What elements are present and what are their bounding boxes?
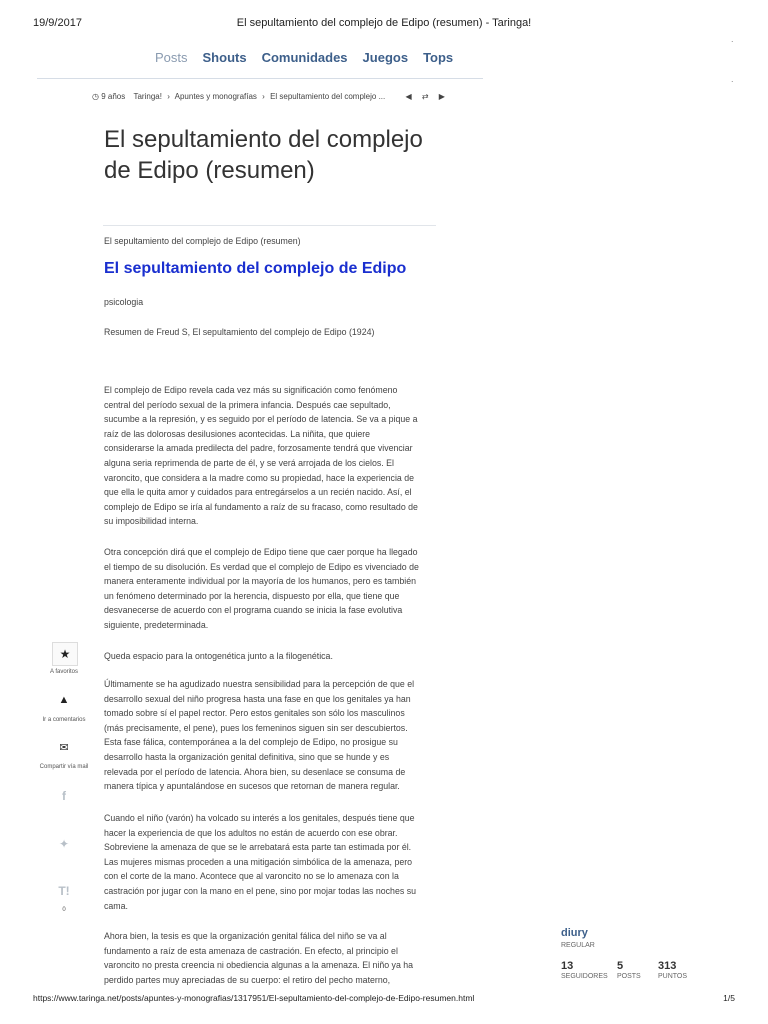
body-paragraph: Otra concepción dirá que el complejo de Edipo tiene que caer porque ha llegado el tiempo de su disolución. Es verdad que el complejo de Edipo es vivenciado de manera enteramente individual por la mayoría de los humanos, pero es también un fenómeno determinado por la herencia, dispuesto por ella, que tiene que desvanecerse de acuerdo con el programa cuando se inicia la fase evolutiva siguiente, predeterminada. bbox=[104, 547, 419, 630]
post-summary: El sepultamiento del complejo de Edipo (resumen) bbox=[104, 236, 301, 246]
twitter-icon[interactable]: ✦ bbox=[58, 837, 70, 851]
breadcrumb bbox=[92, 92, 445, 101]
print-page-title: El sepultamiento del complejo de Edipo (resumen) - Taringa! bbox=[236, 17, 532, 29]
author-rank: REGULAR bbox=[561, 942, 595, 949]
prev-post-icon[interactable]: ◀ bbox=[405, 92, 412, 101]
nav-divider bbox=[37, 78, 483, 79]
print-date: 19/9/2017 bbox=[33, 17, 82, 29]
body-paragraph: Últimamente se ha agudizado nuestra sensibilidad para la percepción de que el desarrollo sexual del niño progresa hasta una fase en que los genitales ya han tomado sobre sí el papel rector. Pero estos genitales son sólo los masculinos (más precisamente, el pene), pues los femeninos siguen sin ser descubiertos. Esta fase fálica, contemporánea a la del complejo de Edipo, no prosigue su desarrollo hasta la organización genital definitiva, sino que se hunde y es relevada por el período de latencia. Ahora bien, su desenlace se consuma de manera típica y apuntalándose en sucesos que retornan de manera regular. bbox=[104, 679, 415, 792]
title-divider bbox=[103, 225, 436, 226]
corner-dot: . bbox=[731, 74, 734, 84]
taringa-share-icon[interactable]: T! bbox=[58, 884, 70, 898]
body-paragraph: Ahora bien, la tesis es que la organización genital fálica del niño se va al fundamento a raíz de esta amenaza de castración. En efecto, al principio el varoncito no presta creencia ni obediencia algunas a la amenaza. El niño ya ha perdido partes muy apreciadas de su cuerpo: el retiro del pecho materno, bbox=[104, 931, 414, 985]
comments-label[interactable]: Ir a comentarios bbox=[42, 717, 86, 723]
corner-dot: . bbox=[731, 34, 734, 44]
nav-juegos[interactable]: Juegos bbox=[362, 50, 409, 65]
clock-icon: ◷ bbox=[92, 92, 99, 101]
breadcrumb-category[interactable]: Apuntes y monografías bbox=[174, 92, 257, 101]
body-paragraph: El complejo de Edipo revela cada vez más su significación como fenómeno central del período sexual de la primera infancia. Después cae sepultado, sucumbe a la represión, y es seguido por el período de latencia. Se va a pique a raíz de las dolorosas desilusiones acontecidas. La niñita, que quiere considerarse la amada predilecta del padre, forzosamente tendrá que vivenciar alguna seria reprimenda de parte de él, y se verá arrojada de los cielos. El varoncito, que considera a la madre como su propiedad, hace la experiencia de que ella le quita amor y cuidados para entregárselos a un recién nacido. Así, el complejo de Edipo se iría al fundamento a raíz de su fracaso, como resultado de su imposibilidad interna. bbox=[104, 385, 418, 527]
star-icon: ★ bbox=[59, 647, 71, 661]
nav-comunidades[interactable]: Comunidades bbox=[261, 50, 348, 65]
favorite-label: A favoritos bbox=[49, 669, 78, 675]
body-paragraph: Queda espacio para la ontogenética junto a la filogenética. bbox=[104, 651, 333, 661]
points-count: 313 bbox=[658, 960, 677, 972]
author-box bbox=[561, 927, 595, 949]
random-post-icon[interactable]: ⇄ bbox=[421, 92, 429, 101]
author-followers bbox=[561, 960, 608, 980]
author-name[interactable]: diury bbox=[561, 927, 588, 939]
followers-count: 13 bbox=[561, 960, 574, 972]
comment-icon[interactable]: ▲ bbox=[58, 694, 70, 706]
mail-icon[interactable]: ✉ bbox=[59, 742, 69, 754]
favorite-button[interactable] bbox=[52, 642, 78, 666]
post-title: El sepultamiento del complejo de Edipo (resumen) bbox=[104, 126, 423, 184]
print-url: https://www.taringa.net/posts/apuntes-y-monografias/1317951/El-sepultamiento-del-complejo-de-Edipo-resumen.html bbox=[33, 993, 475, 1003]
post-source: Resumen de Freud S, El sepultamiento del complejo de Edipo (1924) bbox=[104, 327, 375, 337]
nav-tops[interactable]: Tops bbox=[423, 50, 454, 65]
print-page-number: 1/5 bbox=[723, 993, 735, 1003]
chevron-right-icon: › bbox=[262, 92, 265, 101]
author-points bbox=[658, 960, 687, 980]
facebook-icon[interactable]: f bbox=[62, 789, 66, 803]
top-nav bbox=[155, 50, 468, 65]
author-posts bbox=[617, 960, 641, 980]
taringa-share-count: 0 bbox=[62, 907, 66, 913]
breadcrumb-current: El sepultamiento del complejo ... bbox=[270, 92, 386, 101]
mail-share-label[interactable]: Compartir vía mail bbox=[39, 764, 89, 770]
points-label: PUNTOS bbox=[658, 973, 688, 980]
posts-label: POSTS bbox=[617, 973, 641, 980]
posts-count: 5 bbox=[617, 960, 624, 972]
chevron-right-icon: › bbox=[167, 92, 170, 101]
nav-shouts[interactable]: Shouts bbox=[202, 50, 247, 65]
nav-posts[interactable]: Posts bbox=[155, 50, 188, 65]
body-paragraph: Cuando el niño (varón) ha volcado su interés a los genitales, después tiene que hacer la experiencia de que los adultos no están de acuerdo con ese obrar. Sobreviene la amenaza de que se le arrebatará esta parte tan estimada por él. Las mujeres mismas proceden a una mitigación simbólica de la amenaza, pero con el corte de la mano. Acontece que al varoncito no se lo amenaza con la castración por jugar con la mano en el pene, sino por mojar todas las noches su cama. bbox=[104, 813, 416, 911]
followers-label: SEGUIDORES bbox=[561, 973, 608, 980]
post-age: 9 años bbox=[101, 92, 126, 101]
post-heading: El sepultamiento del complejo de Edipo bbox=[104, 260, 407, 277]
next-post-icon[interactable]: ▶ bbox=[438, 92, 445, 101]
breadcrumb-site[interactable]: Taringa! bbox=[133, 92, 162, 101]
post-tag: psicologia bbox=[104, 297, 144, 307]
